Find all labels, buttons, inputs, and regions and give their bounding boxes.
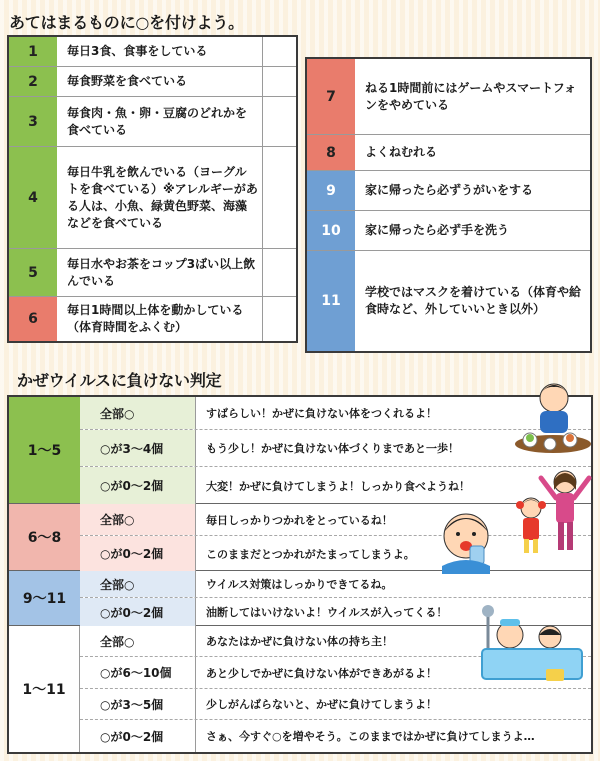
judge-message: もう少し！かぜに負けない体づくりまであと一歩！ — [206, 442, 459, 455]
judge-message: 毎日しっかりつかれをとっているね！ — [206, 513, 393, 527]
checklist-right — [305, 57, 592, 353]
item-text: ねる1時間前にはゲームやスマートフォンをやめている — [365, 80, 577, 112]
check-cell[interactable] — [262, 97, 296, 146]
gargling-child-illustration — [436, 506, 498, 574]
item-number: 7 — [307, 59, 355, 134]
item-text: 毎食肉・魚・卵・豆腐のどれかを食べている — [67, 105, 248, 137]
item-text: 毎日水やお茶をコップ3ばい以上飲んでいる — [67, 256, 256, 288]
checklist-row — [307, 59, 590, 135]
judge-table — [7, 395, 593, 754]
item-number: 2 — [9, 67, 57, 96]
judge-message: あと少しでかぜに負けない体ができあがるよ！ — [206, 666, 437, 680]
checklist-row — [307, 211, 590, 251]
exercising-family-illustration — [505, 460, 595, 556]
judge-label: ○が0～2個 — [80, 598, 196, 626]
judge-group — [9, 504, 591, 571]
checklist-row — [9, 147, 296, 249]
item-number: 11 — [307, 251, 355, 351]
item-number: 8 — [307, 135, 355, 170]
judge-message: 少しがんばらないと、かぜに負けてしまうよ！ — [206, 698, 437, 711]
judge-label: ○が0～2個 — [80, 720, 196, 752]
judge-label: ○が3～4個 — [80, 430, 196, 466]
item-number: 10 — [307, 211, 355, 250]
judge-label: ○が0～2個 — [80, 536, 196, 571]
judge-message: さぁ、今すぐ○を増やそう。このままではかぜに負けてしまうよ… — [206, 730, 535, 743]
item-number: 1 — [9, 37, 57, 66]
check-cell[interactable] — [262, 249, 296, 296]
judge-range: 9～11 — [9, 571, 80, 625]
item-number: 6 — [9, 297, 57, 341]
item-text: 毎日3食、食事をしている — [67, 44, 208, 58]
judge-message: ウイルス対策はしっかりできてるね。 — [206, 578, 393, 591]
check-cell[interactable] — [262, 147, 296, 248]
judge-label: 全部○ — [80, 504, 196, 535]
judge-range: 6～8 — [9, 504, 80, 570]
judge-label: ○が6～10個 — [80, 657, 196, 688]
judge-group — [9, 397, 591, 504]
checklist-row — [307, 171, 590, 211]
item-text: 毎日1時間以上体を動かしている（体育時間をふくむ） — [67, 303, 244, 334]
judge-message: 油断してはいけないよ！ウイルスが入ってくる！ — [206, 606, 448, 619]
item-text: 家に帰ったら必ずうがいをする — [365, 183, 534, 197]
checklist-row — [307, 251, 590, 351]
check-cell[interactable] — [262, 37, 296, 66]
item-text: 毎日牛乳を飲んでいる（ヨーグルトを食べている）※アレルギーがある人は、小魚、緑黄色野菜、海藻などを食べている — [67, 164, 258, 230]
judge-row — [80, 571, 591, 598]
item-number: 5 — [9, 249, 57, 296]
check-cell[interactable] — [262, 297, 296, 341]
checklist-left — [7, 35, 298, 343]
judge-row — [80, 720, 591, 752]
item-text: 家に帰ったら必ず手を洗う — [365, 223, 510, 237]
judge-title: かぜウイルスに負けない判定 — [17, 371, 222, 390]
judge-message: すばらしい！かぜに負けない体をつくれるよ！ — [206, 407, 437, 420]
judge-label: 全部○ — [80, 626, 196, 656]
judge-label: 全部○ — [80, 571, 196, 597]
checklist-title: あてはまるものに○を付けよう。 — [9, 13, 244, 32]
checklist-row — [9, 67, 296, 97]
item-number: 4 — [9, 147, 57, 248]
judge-label: ○が3～5個 — [80, 689, 196, 719]
judge-message: 大変！かぜに負けてしまうよ！しっかり食べようね！ — [206, 479, 470, 493]
checklist-row — [307, 135, 590, 171]
checklist-row — [9, 37, 296, 67]
judge-message: あなたはかぜに負けない体の持ち主！ — [206, 635, 393, 648]
item-text: 学校ではマスクを着けている（体育や給食時など、外していいとき以外） — [365, 285, 582, 316]
item-text: よくねむれる — [365, 145, 438, 159]
bathing-family-illustration — [476, 605, 588, 685]
checklist-row — [9, 97, 296, 147]
item-number: 9 — [307, 171, 355, 210]
judge-label: ○が0～2個 — [80, 467, 196, 504]
item-number: 3 — [9, 97, 57, 146]
checklist-row — [9, 249, 296, 297]
eating-boy-illustration — [512, 374, 594, 462]
check-cell[interactable] — [262, 67, 296, 96]
judge-label: 全部○ — [80, 397, 196, 429]
judge-message: このままだとつかれがたまってしまうよ。 — [206, 547, 415, 561]
item-text: 毎食野菜を食べている — [67, 74, 188, 88]
judge-range: 1～5 — [9, 397, 80, 503]
checklist-row — [9, 297, 296, 341]
judge-row — [80, 689, 591, 720]
judge-range: 1～11 — [9, 626, 80, 752]
